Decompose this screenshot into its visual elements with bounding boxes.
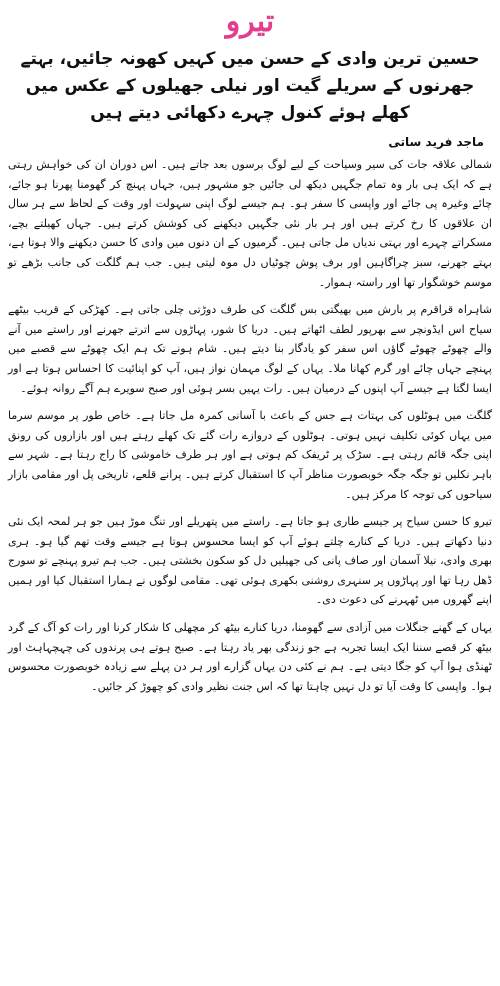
- article-body: [0, 155, 500, 696]
- masthead: [0, 0, 500, 44]
- title-logo: تیرو: [225, 4, 275, 39]
- paragraph: یہاں کے گھنے جنگلات میں آزادی سے گھومنا، دریا کنارے بیٹھ کر مچھلی کا شکار کرنا اور رات کو آگ کے گرد بیٹھ کر قصے سننا ایک ایسا تجربہ ہے جو زندگی بھر یاد رہتا ہے۔ صبح ہوتے ہی پرندوں کی چہچہاہٹ اور ٹھنڈی ہوا آپ کو جگا دیتی ہے۔ ہم نے کئی دن یہاں گزارے اور ہر دن پہلے سے زیادہ خوبصورت محسوس ہوا۔ واپسی کا وقت آیا تو دل نہیں چاہتا تھا کہ اس جنت نظیر وادی کو چھوڑ کر جائیں۔: [8, 621, 492, 693]
- byline: ماجد فرید ساتی: [388, 135, 484, 149]
- headline: حسین ترین وادی کے حسن میں کہیں کھونہ جائیں، بہتے جھرنوں کے سریلے گیت اور نیلی جھیلوں کے عکس میں کھلے ہوئے کنول چہرے دکھائی دیتے ہیں: [20, 49, 480, 123]
- paragraph: شاہراہ قراقرم پر بارش میں بھیگتی بس گلگت کی طرف دوڑتی چلی جاتی ہے۔ کھڑکی کے قریب بیٹھے سیاح اس ایڈونچر سے بھرپور لطف اٹھاتے ہیں۔ دریا کا شور، پہاڑوں سے اترتے جھرنے اور راستے میں آنے والے چھوٹے چھوٹے گاؤں اس سفر کو یادگار بنا دیتے ہیں۔ شام ہونے تک ہم ایک چھوٹے سے قصبے میں پہنچے جہاں چائے اور گرم کھانا ملا۔ یہاں کے لوگ مہمان نواز ہیں، آپ کو اپنائیت کا احساس ہوتا ہے اور ایسا لگتا ہے جیسے آپ اپنوں کے درمیان ہیں۔ رات یہیں بسر ہوئی اور صبح سویرے ہم آگے روانہ ہوئے۔: [8, 303, 492, 395]
- paragraph: تیرو کا حسن سیاح پر جیسے طاری ہو جاتا ہے۔ راستے میں پتھریلے اور تنگ موڑ ہیں جو ہر لمحہ ایک نئی دنیا دکھاتے ہیں۔ دریا کے کنارے چلتے ہوئے آپ کو ایسا محسوس ہوتا ہے جیسے وقت تھم گیا ہو۔ ہری بھری وادی، نیلا آسمان اور صاف پانی کی جھیلیں دل کو سکون بخشتی ہیں۔ جب ہم تیرو پہنچے تو سورج ڈھل رہا تھا اور پہاڑوں پر سنہری روشنی بکھری ہوئی تھی۔ مقامی لوگوں نے ہمارا استقبال کیا اور ہمیں اپنے گھروں میں ٹھہرنے کی دعوت دی۔: [8, 515, 492, 607]
- paragraph: گلگت میں ہوٹلوں کی بہتات ہے جس کے باعث با آسانی کمرہ مل جاتا ہے۔ خاص طور پر موسم سرما میں یہاں کوئی تکلیف نہیں ہوتی۔ ہوٹلوں کے دروازے رات گئے تک کھلے رہتے ہیں اور بازاروں کی رونق اپنی جگہ قائم رہتی ہے۔ سڑک پر ٹریفک کم ہوتی ہے اور ہر طرف خاموشی کا راج رہتا ہے۔ شہر سے باہر نکلیں تو جگہ جگہ خوبصورت مناظر آپ کا استقبال کرتے ہیں۔ پرانے قلعے، تاریخی پل اور مقامی بازار سیاحوں کی توجہ کا مرکز ہیں۔: [8, 409, 492, 501]
- paragraph: شمالی علاقہ جات کی سیر وسیاحت کے لیے لوگ برسوں بعد جاتے ہیں۔ اس دوران ان کی خواہش رہتی ہے کہ ایک ہی بار وہ تمام جگہیں دیکھ لی جائیں جو مشہور ہیں، جہاں پہنچ کر گھومنا پھرنا ہو جائے، چائے وغیرہ پی جائے اور واپسی کا سفر ہو۔ ہم جیسے لوگ اپنی سہولت اور وقت کے لحاظ سے ہر سال ان علاقوں کا رخ کرتے ہیں اور ہر بار نئی جگہیں دیکھنے کی کوشش کرتے ہیں۔ جہاں کھیلتے بچے، مسکراتے چہرے اور بہتی ندیاں مل جاتی ہیں۔ گرمیوں کے ان دنوں میں وادی کا حسن دیکھنے والا ہوتا ہے، بہتے جھرنے، سبز چراگاہیں اور برف پوش چوٹیاں دل موہ لیتی ہیں۔ جب ہم گلگت کی جانب بڑھے تو موسم خوشگوار تھا اور راستہ ہموار۔: [8, 158, 492, 289]
